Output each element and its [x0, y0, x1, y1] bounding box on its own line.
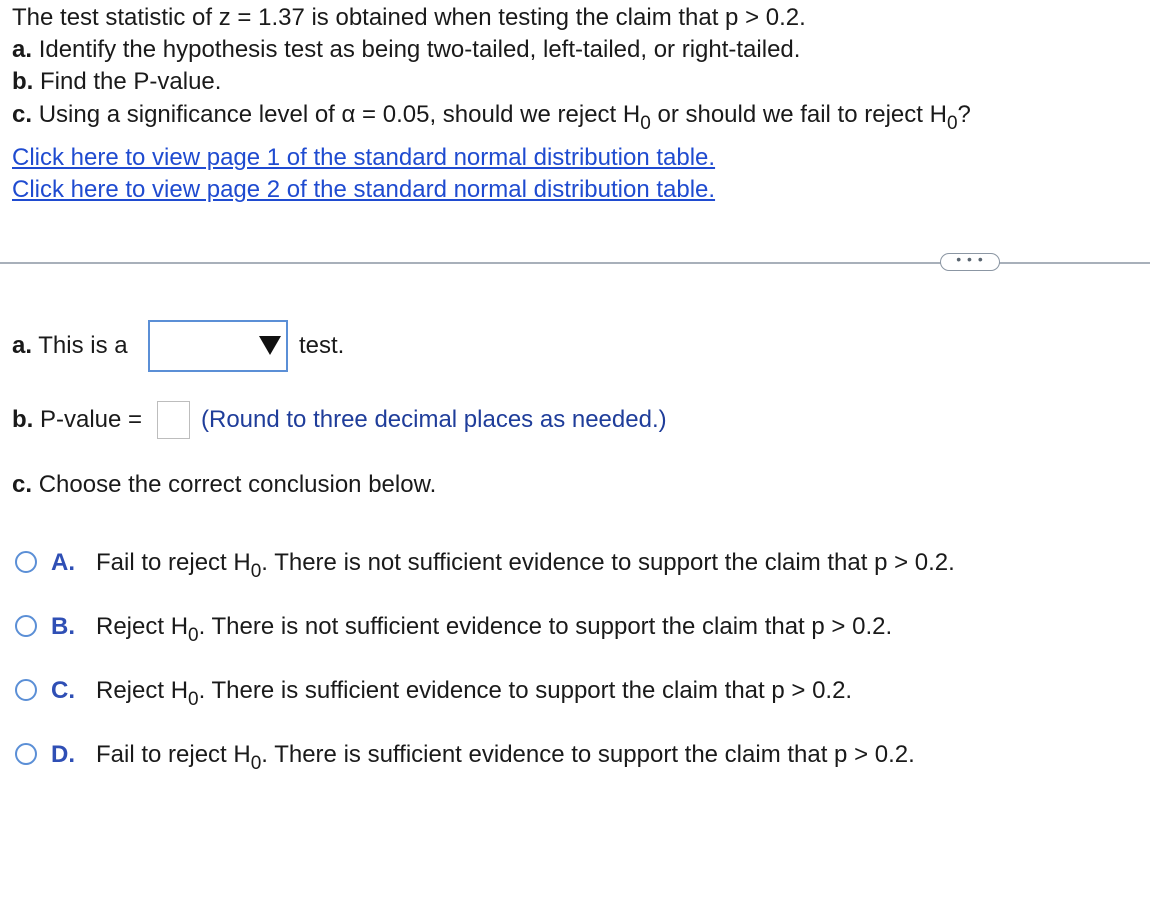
- part-c-label: c.: [12, 101, 33, 128]
- radio-a[interactable]: [15, 551, 37, 573]
- rounding-note: (Round to three decimal places as needed.): [201, 406, 667, 433]
- answer-a-suffix: test.: [299, 332, 345, 359]
- more-options-button[interactable]: • • •: [940, 253, 1000, 271]
- part-c-text-3: ?: [957, 101, 971, 128]
- answer-b-label: b.: [12, 406, 34, 433]
- table-page-2-link[interactable]: Click here to view page 2 of the standard normal distribution table.: [12, 176, 716, 203]
- answer-a-prefix-text: This is a: [38, 332, 128, 359]
- option-c-post: . There is sufficient evidence to support the claim that p > 0.2.: [198, 677, 853, 704]
- option-d-post: . There is sufficient evidence to support the claim that p > 0.2.: [261, 741, 915, 768]
- option-b-sub: 0: [188, 625, 199, 646]
- part-c-text-2: or should we fail to reject H: [650, 101, 947, 128]
- option-a-post: . There is not sufficient evidence to support the claim that p > 0.2.: [261, 549, 955, 576]
- part-c-text-1: Using a significance level of α = 0.05, should we reject H: [38, 101, 641, 128]
- answer-c-prompt: [12, 471, 436, 499]
- option-a-pre: Fail to reject H: [96, 549, 251, 576]
- part-a-text: Identify the hypothesis test as being two-tailed, left-tailed, or right-tailed.: [38, 36, 801, 63]
- question-part-c: [12, 101, 971, 134]
- part-c-sub-2: 0: [946, 113, 958, 134]
- option-b-post: . There is not sufficient evidence to support the claim that p > 0.2.: [198, 613, 893, 640]
- option-b-pre: Reject H: [96, 613, 189, 640]
- question-part-b: [12, 68, 221, 96]
- answer-b-prefix: [12, 406, 142, 434]
- p-value-input[interactable]: [157, 401, 190, 439]
- option-b[interactable]: [15, 612, 893, 646]
- option-d-letter: D.: [51, 741, 75, 768]
- test-type-dropdown[interactable]: [148, 320, 288, 372]
- part-b-text: Find the P-value.: [40, 68, 222, 95]
- option-c-pre: Reject H: [96, 677, 189, 704]
- radio-c[interactable]: [15, 679, 37, 701]
- question-part-a: [12, 36, 800, 64]
- option-c-sub: 0: [188, 689, 199, 710]
- radio-d[interactable]: [15, 743, 37, 765]
- table-page-1-link[interactable]: Click here to view page 1 of the standard normal distribution table.: [12, 144, 716, 171]
- option-c-letter: C.: [51, 677, 75, 704]
- part-a-label: a.: [12, 36, 33, 63]
- dropdown-arrow-icon: [256, 328, 284, 362]
- option-a[interactable]: [15, 548, 955, 582]
- option-a-sub: 0: [250, 561, 262, 582]
- question-intro: [12, 4, 806, 32]
- option-a-letter: A.: [51, 549, 75, 576]
- answer-a-prefix: [12, 332, 128, 360]
- part-c-sub-1: 0: [640, 113, 651, 134]
- answer-b-prefix-text: P-value =: [40, 406, 143, 433]
- option-c[interactable]: [15, 676, 853, 710]
- answer-a-label: a.: [12, 332, 33, 359]
- radio-b[interactable]: [15, 615, 37, 637]
- question-intro-text: The test statistic of z = 1.37 is obtained when testing the claim that p > 0.2.: [12, 4, 806, 31]
- part-b-label: b.: [12, 68, 34, 95]
- option-b-letter: B.: [51, 613, 75, 640]
- option-d-sub: 0: [250, 753, 262, 774]
- option-d[interactable]: [15, 740, 915, 774]
- answer-c-label: c.: [12, 471, 33, 498]
- answer-c-prompt-text: Choose the correct conclusion below.: [38, 471, 437, 498]
- option-d-pre: Fail to reject H: [96, 741, 251, 768]
